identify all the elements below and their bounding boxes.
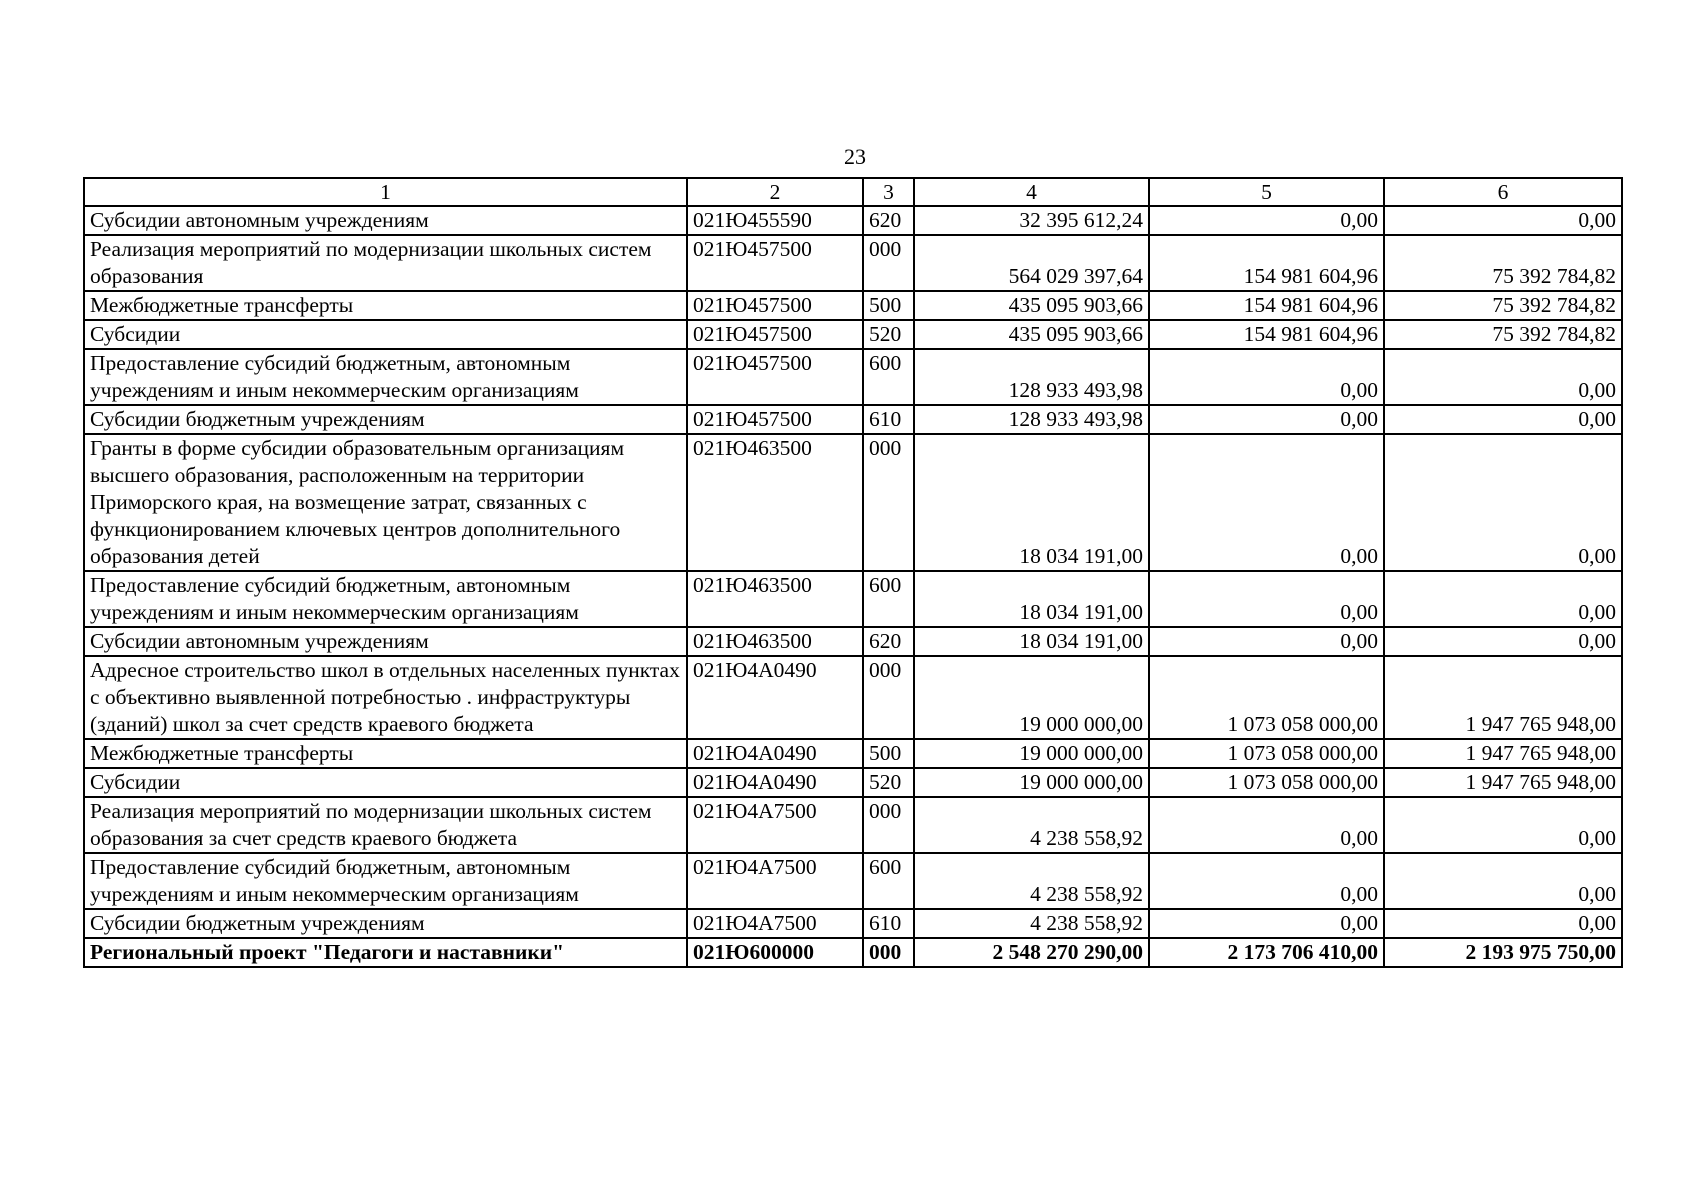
header-cell-1: 1 bbox=[84, 178, 687, 206]
row-amount-6: 0,00 bbox=[1384, 909, 1622, 938]
table-row bbox=[84, 405, 1622, 434]
table-row bbox=[84, 571, 1622, 627]
row-amount-6: 0,00 bbox=[1384, 434, 1622, 571]
row-code: 021Ю4А7500 bbox=[687, 853, 863, 909]
row-code: 021Ю457500 bbox=[687, 405, 863, 434]
row-amount-6: 0,00 bbox=[1384, 571, 1622, 627]
table-row bbox=[84, 853, 1622, 909]
row-name: Адресное строительство школ в отдельных населенных пунктах с объективно выявленной потребностью . инфраструктуры (зданий) школ за счет средств краевого бюджета bbox=[84, 656, 687, 739]
row-amount-6: 1 947 765 948,00 bbox=[1384, 768, 1622, 797]
row-name: Предоставление субсидий бюджетным, автономным учреждениям и иным некоммерческим организациям bbox=[84, 571, 687, 627]
row-amount-6: 1 947 765 948,00 bbox=[1384, 739, 1622, 768]
header-cell-6: 6 bbox=[1384, 178, 1622, 206]
table-row bbox=[84, 206, 1622, 235]
row-amount-6: 75 392 784,82 bbox=[1384, 320, 1622, 349]
row-amount-6: 0,00 bbox=[1384, 797, 1622, 853]
row-name: Гранты в форме субсидии образовательным организациям высшего образования, расположенным на территории Приморского края, на возмещение затрат, связанных с функционированием ключевых центров дополнительного образования детей bbox=[84, 434, 687, 571]
row-code: 021Ю4А7500 bbox=[687, 909, 863, 938]
row-code: 021Ю457500 bbox=[687, 291, 863, 320]
table-row bbox=[84, 235, 1622, 291]
row-amount-5: 0,00 bbox=[1149, 349, 1384, 405]
row-code: 021Ю4А0490 bbox=[687, 656, 863, 739]
row-code: 021Ю600000 bbox=[687, 938, 863, 967]
row-expense-type: 000 bbox=[863, 656, 914, 739]
row-expense-type: 600 bbox=[863, 571, 914, 627]
row-amount-6: 0,00 bbox=[1384, 405, 1622, 434]
row-expense-type: 000 bbox=[863, 938, 914, 967]
row-name: Межбюджетные трансферты bbox=[84, 739, 687, 768]
row-code: 021Ю457500 bbox=[687, 235, 863, 291]
row-expense-type: 620 bbox=[863, 627, 914, 656]
page-number: 23 bbox=[844, 144, 866, 169]
row-expense-type: 000 bbox=[863, 797, 914, 853]
row-amount-6: 0,00 bbox=[1384, 853, 1622, 909]
row-amount-4: 19 000 000,00 bbox=[914, 768, 1149, 797]
row-amount-4: 4 238 558,92 bbox=[914, 909, 1149, 938]
row-name: Субсидии bbox=[84, 768, 687, 797]
row-amount-5: 1 073 058 000,00 bbox=[1149, 739, 1384, 768]
row-expense-type: 610 bbox=[863, 909, 914, 938]
row-amount-5: 2 173 706 410,00 bbox=[1149, 938, 1384, 967]
row-amount-4: 2 548 270 290,00 bbox=[914, 938, 1149, 967]
table-row bbox=[84, 349, 1622, 405]
table-row bbox=[84, 768, 1622, 797]
row-expense-type: 520 bbox=[863, 768, 914, 797]
row-amount-4: 18 034 191,00 bbox=[914, 571, 1149, 627]
row-name: Субсидии автономным учреждениям bbox=[84, 627, 687, 656]
row-expense-type: 620 bbox=[863, 206, 914, 235]
row-amount-6: 1 947 765 948,00 bbox=[1384, 656, 1622, 739]
row-amount-4: 4 238 558,92 bbox=[914, 797, 1149, 853]
row-code: 021Ю463500 bbox=[687, 571, 863, 627]
table-row bbox=[84, 909, 1622, 938]
row-amount-5: 0,00 bbox=[1149, 434, 1384, 571]
row-name: Субсидии бюджетным учреждениям bbox=[84, 405, 687, 434]
row-amount-5: 154 981 604,96 bbox=[1149, 235, 1384, 291]
row-expense-type: 520 bbox=[863, 320, 914, 349]
row-code: 021Ю463500 bbox=[687, 434, 863, 571]
row-amount-5: 154 981 604,96 bbox=[1149, 320, 1384, 349]
row-code: 021Ю463500 bbox=[687, 627, 863, 656]
header-cell-4: 4 bbox=[914, 178, 1149, 206]
row-amount-5: 154 981 604,96 bbox=[1149, 291, 1384, 320]
header-cell-5: 5 bbox=[1149, 178, 1384, 206]
row-code: 021Ю4А7500 bbox=[687, 797, 863, 853]
row-amount-5: 1 073 058 000,00 bbox=[1149, 656, 1384, 739]
row-expense-type: 000 bbox=[863, 235, 914, 291]
table-row-total bbox=[84, 938, 1622, 967]
row-amount-4: 32 395 612,24 bbox=[914, 206, 1149, 235]
table-row bbox=[84, 291, 1622, 320]
row-expense-type: 000 bbox=[863, 434, 914, 571]
table-row bbox=[84, 739, 1622, 768]
header-cell-2: 2 bbox=[687, 178, 863, 206]
row-code: 021Ю455590 bbox=[687, 206, 863, 235]
row-amount-5: 0,00 bbox=[1149, 627, 1384, 656]
row-expense-type: 610 bbox=[863, 405, 914, 434]
row-amount-5: 0,00 bbox=[1149, 206, 1384, 235]
row-expense-type: 600 bbox=[863, 853, 914, 909]
header-cell-3: 3 bbox=[863, 178, 914, 206]
row-amount-4: 435 095 903,66 bbox=[914, 320, 1149, 349]
row-expense-type: 600 bbox=[863, 349, 914, 405]
row-amount-4: 128 933 493,98 bbox=[914, 349, 1149, 405]
row-code: 021Ю4А0490 bbox=[687, 768, 863, 797]
row-code: 021Ю457500 bbox=[687, 320, 863, 349]
row-name: Субсидии бюджетным учреждениям bbox=[84, 909, 687, 938]
row-name: Субсидии автономным учреждениям bbox=[84, 206, 687, 235]
row-amount-4: 19 000 000,00 bbox=[914, 656, 1149, 739]
row-name: Предоставление субсидий бюджетным, автономным учреждениям и иным некоммерческим организациям bbox=[84, 853, 687, 909]
row-amount-6: 0,00 bbox=[1384, 349, 1622, 405]
row-name: Предоставление субсидий бюджетным, автономным учреждениям и иным некоммерческим организациям bbox=[84, 349, 687, 405]
row-name: Межбюджетные трансферты bbox=[84, 291, 687, 320]
row-amount-6: 75 392 784,82 bbox=[1384, 235, 1622, 291]
row-amount-5: 0,00 bbox=[1149, 797, 1384, 853]
table-row bbox=[84, 627, 1622, 656]
row-expense-type: 500 bbox=[863, 739, 914, 768]
row-expense-type: 500 bbox=[863, 291, 914, 320]
row-amount-5: 0,00 bbox=[1149, 571, 1384, 627]
row-name: Реализация мероприятий по модернизации школьных систем образования bbox=[84, 235, 687, 291]
row-amount-5: 1 073 058 000,00 bbox=[1149, 768, 1384, 797]
row-amount-6: 0,00 bbox=[1384, 206, 1622, 235]
row-amount-4: 564 029 397,64 bbox=[914, 235, 1149, 291]
row-amount-5: 0,00 bbox=[1149, 909, 1384, 938]
row-amount-4: 4 238 558,92 bbox=[914, 853, 1149, 909]
row-code: 021Ю457500 bbox=[687, 349, 863, 405]
row-amount-4: 19 000 000,00 bbox=[914, 739, 1149, 768]
row-amount-5: 0,00 bbox=[1149, 405, 1384, 434]
row-amount-6: 75 392 784,82 bbox=[1384, 291, 1622, 320]
table-row bbox=[84, 320, 1622, 349]
row-amount-6: 2 193 975 750,00 bbox=[1384, 938, 1622, 967]
row-name: Региональный проект "Педагоги и наставники" bbox=[84, 938, 687, 967]
row-name: Реализация мероприятий по модернизации школьных систем образования за счет средств краевого бюджета bbox=[84, 797, 687, 853]
row-amount-4: 435 095 903,66 bbox=[914, 291, 1149, 320]
budget-table bbox=[83, 177, 1623, 968]
table-row bbox=[84, 656, 1622, 739]
row-amount-4: 18 034 191,00 bbox=[914, 627, 1149, 656]
row-amount-6: 0,00 bbox=[1384, 627, 1622, 656]
row-name: Субсидии bbox=[84, 320, 687, 349]
row-amount-4: 128 933 493,98 bbox=[914, 405, 1149, 434]
table-row bbox=[84, 434, 1622, 571]
table-row bbox=[84, 797, 1622, 853]
row-amount-5: 0,00 bbox=[1149, 853, 1384, 909]
row-code: 021Ю4А0490 bbox=[687, 739, 863, 768]
row-amount-4: 18 034 191,00 bbox=[914, 434, 1149, 571]
table-header-row bbox=[84, 178, 1622, 206]
